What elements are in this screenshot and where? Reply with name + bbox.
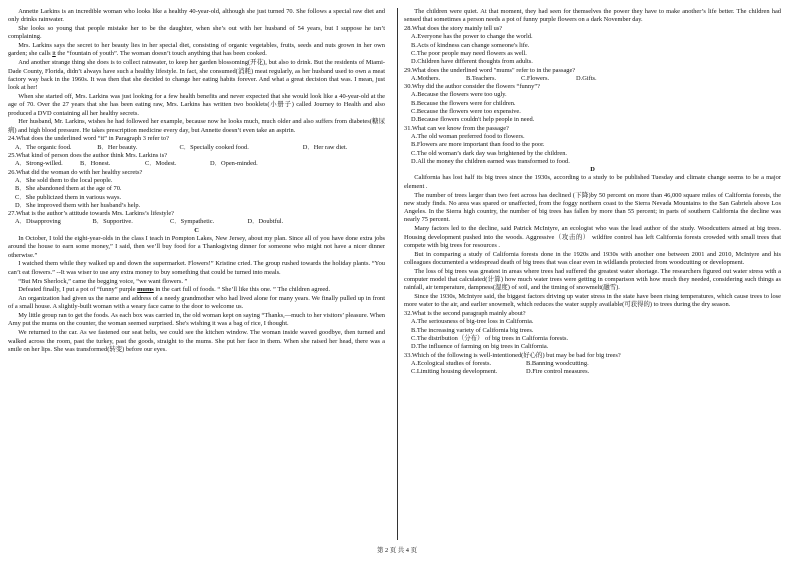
option: B.The increasing variety of California big trees. [411,326,534,334]
passage-b-paragraph: Annette Larkins is an incredible woman who looks like a healthy 40-year-old, although she just turned 70. She follows a special raw diet and only drinks rainwater. [8,8,385,24]
option: C．Modest. [145,160,177,168]
question-options [411,368,641,376]
option: B.Banning woodcutting. [526,359,589,367]
option: A.Mothers. [411,74,441,82]
passage-d-paragraph: But in comparing a study of California forests done in the 1920s and 1930s with another one between 2001 and 2010, McIntyre and his colleagues documented a widespread death of big trees that was clear even in wildlands protected from woodcutting or development. [404,250,781,266]
question-options [411,75,631,83]
passage-d-paragraph: The number of trees larger than two feet across has declined (下降)by 50 percent on more than 46,000 square miles of California forests, the new study finds. No area was spared or unaffected, from the foggy northern coast to the Sierra Nevada Mountains to the San Gabriels above Los Angeles. In the Sierra high country, the number of big trees has fallen by more than 55 percent; in parts of southern California the decline was nearly 75 percent. [404,191,781,224]
left-column [8,8,385,355]
question-stem: 31.What can we know from the passage? [404,124,509,132]
passage-c-paragraph: In October, I told the eight-year-olds in the class I teach in Pompton Lakes, New Jersey, about my plan. Since all of you have done extra jobs around the house to earn some money,” I said, then we’ll buy food for a Thanksgiving dinner for someone who might not have a nicer dinner otherwise.” [8,235,385,259]
right-column [404,8,781,377]
option: C.Flowers. [521,74,550,82]
option: B.Because the flowers were for children. [411,99,516,107]
option: A．The organic food. [15,143,72,151]
option: C．Sympathetic. [170,218,215,226]
passage-d-paragraph: Since the 1930s, McIntyre said, the biggest factors driving up water stress in the state have been rising temperatures, which cause trees to lose more water to the air, and earlier snowmelt, which reduces the water supply available(可获得的) to trees during the dry season. [404,293,781,309]
option: B.Acts of kindness can change someone's life. [411,41,530,49]
question-stem: 33.Which of the following is well-intentioned(好心的) but may be bad for big trees? [404,351,621,359]
option: D.Children have different thoughts from adults. [411,58,533,66]
question-stem: 32.What is the second paragraph mainly about? [404,310,526,318]
option: D.Gifts. [576,74,597,82]
passage-c-paragraph: My little group ran to get the foods. As each box was carried in, the old woman kept on saying “Thanks,—much to her visitors’ pleasure. When Amy put the mums on the counter, the woman seemed surprised. She's wishing it was a bag of rice, I thought. [8,312,385,328]
page-footer: 第 2 页 共 4 页 [377,547,417,554]
passage-b-paragraph: Mrs. Larkins says the secret to her beauty lies in her special diet, consisting of organic vegetables, fruits, seeds and nuts grown in her own garden; she calls it the “fountain of youth”. The woman doesn’t touch anything that has been cooked. [8,42,385,58]
option: A．Disapproving [15,218,61,226]
question-options [15,218,325,226]
passage-d-paragraph: Many factors led to the decline, said Patrick McIntyre, an ecologist who was the lead author of the study. Woodcutters aimed at big trees. Housing development pushed into the woods. Aggressive（攻击的） wildfire control has left California forests crowded with small trees that compete with big trees for resources . [404,225,781,249]
option: C.The old woman’s dark day was brightened by the children. [411,149,567,157]
passage-c-paragraph: An organization had given us the name and address of a needy grandmother who had lived alone for many years. We finally pulled up in front of a small house. A slightly-built woman with a weary face came to the door to welcome us. [8,295,385,311]
underlined-word-it: it [52,50,56,58]
question-stem: 24.What does the underlined word “it” in Paragraph 3 refer to? [8,135,169,143]
passage-b-paragraph: And another strange thing she does is to collect rainwater, to keep her garden blossoming(开花), but also to drink. But the residents of Miami-Dade County, Florida, didn’t always have such a healthy lifestyle. In fact, she consumed(消耗) meat regularly, as her husband used to own a meat factory way back in the 1960s. It was then that she decided to change her eating habits forever. And what a great decision that was. I mean, just look at her! [8,59,385,92]
passage-b-paragraph: When she started off, Mrs. Larkins was just looking for a few health benefits and never expected that she would look like a 40-year-old at the age of 70. Over the 27 years that she has been eating raw, Mrs. Larkins has written two booklets(小册子) called Journey to Health and also produced a DVD containing all her healthy secrets. [8,92,385,117]
question-options [15,160,275,168]
option: A．She sold them to the local people. [15,176,113,184]
section-label-d: D [590,166,595,174]
question-stem: 26.What did the woman do with her healthy secrets? [8,168,143,176]
passage-c-paragraph: We returned to the car. As we fastened our seat belts, we could see the kitchen window. The woman inside waved goodbye, then turned and walked across the room, past the turkey, past the goods, straight to the mums. She put her face in them. When she raised her head, there was a smile on her lips. She was transformed(转变) before our eyes. [8,329,385,353]
option: C.The distribution（分布） of big trees in California forests. [411,335,569,343]
option: D.The influence of farming on big trees in California. [411,343,549,351]
passage-c-paragraph: “But Mrs Sherlock,” came the begging voice, “we want flowers. ” [18,277,188,285]
option: A.Ecological studies of forests. [411,359,492,367]
option: B.Teachers. [466,74,497,82]
question-stem: 28.What does the story mainly tell us? [404,25,503,33]
option: B．Her beauty. [97,143,138,151]
question-options [411,360,641,368]
option: D．She improved them with her husband’s help. [15,201,141,209]
option: D.All the money the children earned was transformed to food. [411,157,570,165]
question-options [15,144,385,152]
question-stem: 27.What is the author’s attitude towards Mrs. Larkins’s lifestyle? [8,210,175,218]
option: D．Open-minded. [210,160,258,168]
section-label-c: C [194,226,199,234]
underlined-word-mums: mums [137,286,154,294]
option: C.The poor people may need flowers as well. [411,49,527,57]
column-divider [397,8,398,540]
option: B.Flowers are more important than food to the poor. [411,141,545,149]
passage-d-paragraph: The loss of big trees was greatest in areas where trees had suffered the greatest water shortage. The researchers figured out water stress with a computer model that calculated(计算) how much water trees were getting in comparison with how much they needed, considering such things as rainfall, air temperature, dampness(湿度) of soil, and the timing of snowmelt(融雪). [404,267,781,292]
option: D．Her raw diet. [302,143,348,151]
question-stem: 25.What kind of person does the author think Mrs. Larkins is? [8,152,168,160]
option: C.Limiting housing development. [411,368,498,376]
option: B．She abandoned them at the age of 70. [15,185,122,193]
option: C.Because the flowers were too expensive. [411,108,521,116]
passage-b-paragraph: Her husband, Mr. Larkins, wishes he had followed her example, because now he looks much, much older and also suffers from diabetes(糖尿病) and high blood pressure. He takes prescription medicine every day, but Annette doesn’t even take an aspirin. [8,118,385,134]
option: A.The seriousness of big-tree loss in California. [411,318,534,326]
option: A.Because the flowers were too ugly. [411,91,507,99]
passage-b-paragraph: She looks so young that people mistake her to be the daughter, when she’s out with her husband of 54 years, but I suppose he isn’t complaining. [8,25,385,41]
option: C．Specially cooked food. [179,143,249,151]
option: D．Doubtful. [247,218,284,226]
option: A．Strong-willed. [15,160,63,168]
option: A.Everyone has the power to change the world. [411,33,533,41]
option: C．She publicized them in various ways. [15,193,122,201]
option: B．Honest. [80,160,111,168]
passage-c-paragraph: I watched them while they walked up and down the supermarket. Flowers!” Kristine cried. The group rushed towards the holiday plants. “You can’t eat flowers.” --It was wiser to use any extra money to buy something that could be turned into meals. [8,260,385,276]
option: A.The old woman preferred food to flowers. [411,132,525,140]
passage-c-paragraph: Defeated finally, I put a pot of “funny” purple mums in the cart full of foods. “ She’ll like this one. ” The children agreed. [18,286,331,294]
passage-c-paragraph: The children were quiet. At that moment, they had seen for themselves the power they have to make another’s life better. The children had sensed that sometimes a person needs a pot of funny purple flowers on a dark November day. [404,8,781,24]
question-stem: 30.Why did the author consider the flowers “funny”? [404,83,540,91]
option: D.Because flowers couldn't help people in need. [411,116,535,124]
option: D.Fire control measures. [526,368,590,376]
option: B．Supportive. [92,218,133,226]
passage-d-paragraph: California has lost half its big trees since the 1930s, according to a study to be published Tuesday and climate change seems to be a major element . [404,174,781,190]
question-stem: 29.What does the underlined word "mums" refer to in the passage? [404,66,576,74]
